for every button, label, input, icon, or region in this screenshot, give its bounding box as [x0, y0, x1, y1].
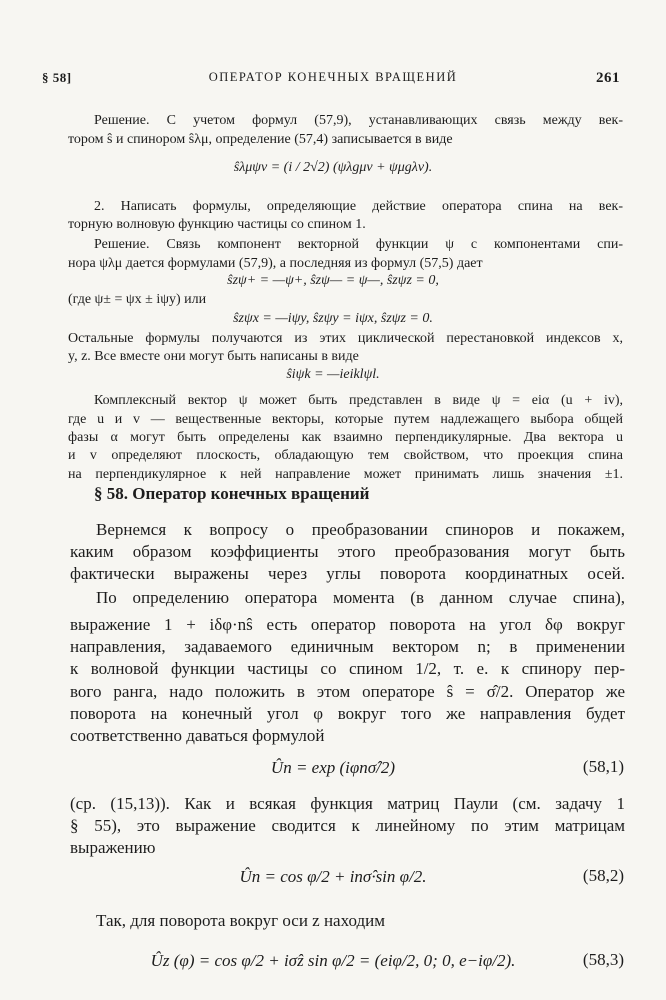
text-line: вого ранга, надо положить в этом операторе ŝ = σ̂/2. Оператор же [70, 682, 625, 701]
text-line: и v определяют плоскость, обладающую тем свойством, что проекция спина [68, 448, 623, 463]
text-line: на перпендикулярное к ней направление может принимать лишь значения ±1. [68, 467, 623, 482]
text-line: Комплексный вектор ψ может быть представлен в виде ψ = eiα (u + iv), [94, 393, 623, 408]
text-line: Вернемся к вопросу о преобразовании спиноров и покажем, [96, 520, 625, 539]
text-line: выражение 1 + iδφ·nŝ есть оператор поворота на угол δφ вокруг [70, 615, 625, 634]
equation-number: (58,2) [582, 866, 624, 885]
text-line: к волновой функции частицы со спином 1/2, т. е. к спинору пер- [70, 659, 625, 678]
text-line: нора ψλμ дается формулами (57,9), а последняя из формул (57,5) дает [68, 256, 483, 271]
text-line: По определению оператора момента (в данном случае спина), [96, 588, 625, 607]
text-line: поворота на конечный угол φ вокруг того же направления будет [70, 704, 625, 723]
formula: ŝiψk = —ieiklψl. [286, 367, 380, 382]
header-section: § 58] [42, 70, 72, 85]
text-line: каким образом коэффициенты этого преобразования могут быть [70, 542, 625, 561]
text-line: y, z. Все вместе они могут быть написаны в виде [68, 349, 359, 364]
formula: ŝλμψν = (i / 2√2) (ψλgμν + ψμgλν). [233, 160, 433, 175]
text-line: направления, задаваемого единичным вектором n; в применении [70, 637, 625, 656]
text-line: (ср. (15,13)). Как и всякая функция матриц Паули (см. задачу 1 [70, 794, 625, 813]
text-line: фактически выражены через углы поворота координатных осей. [70, 564, 625, 583]
text-line: фазы α могут быть определены как взаимно перпендикулярные. Два вектора u [68, 430, 623, 445]
section-heading: § 58. Оператор конечных вращений [94, 484, 370, 503]
text-line: Остальные формулы получаются из этих циклической перестановкой индексов x, [68, 331, 623, 346]
text-line: Решение. С учетом формул (57,9), устанавливающих связь между век- [94, 113, 623, 128]
equation-58-1: Ûn = exp (iφnσ̂/2) [270, 758, 396, 777]
text-line: § 55), это выражение сводится к линейному по этим матрицам [70, 816, 625, 835]
equation-58-2: Ûn = cos φ/2 + inσ̂·sin φ/2. [239, 867, 427, 886]
equation-number: (58,1) [582, 757, 624, 776]
equation-58-3: Ûz (φ) = cos φ/2 + iσ̂z sin φ/2 = (eiφ/2, 0; 0, e−iφ/2). [150, 951, 516, 970]
header-title: ОПЕРАТОР КОНЕЧНЫХ ВРАЩЕНИЙ [208, 70, 458, 84]
page-number: 261 [596, 70, 620, 86]
equation-number: (58,3) [582, 950, 624, 969]
text-line: соответственно даваться формулой [70, 726, 325, 745]
text-line: Решение. Связь компонент векторной функции ψ с компонентами спи- [94, 237, 623, 252]
text-line: где u и v — вещественные векторы, которые путем надлежащего выбора общей [68, 412, 623, 427]
text-line: выражению [70, 838, 156, 857]
formula: ŝzψx = —iψy, ŝzψy = iψx, ŝzψz = 0. [233, 311, 433, 326]
text-line: торную волновую функцию частицы со спином 1. [68, 217, 366, 232]
formula: ŝzψ+ = —ψ+, ŝzψ— = ψ—, ŝzψz = 0, [227, 273, 439, 288]
text-line: 2. Написать формулы, определяющие действие оператора спина на век- [94, 199, 623, 214]
text-line: (где ψ± = ψx ± iψy) или [68, 292, 207, 307]
text-line: Так, для поворота вокруг оси z находим [96, 911, 385, 930]
text-line: тором ŝ и спинором ŝλμ, определение (57,4) записывается в виде [68, 132, 453, 147]
